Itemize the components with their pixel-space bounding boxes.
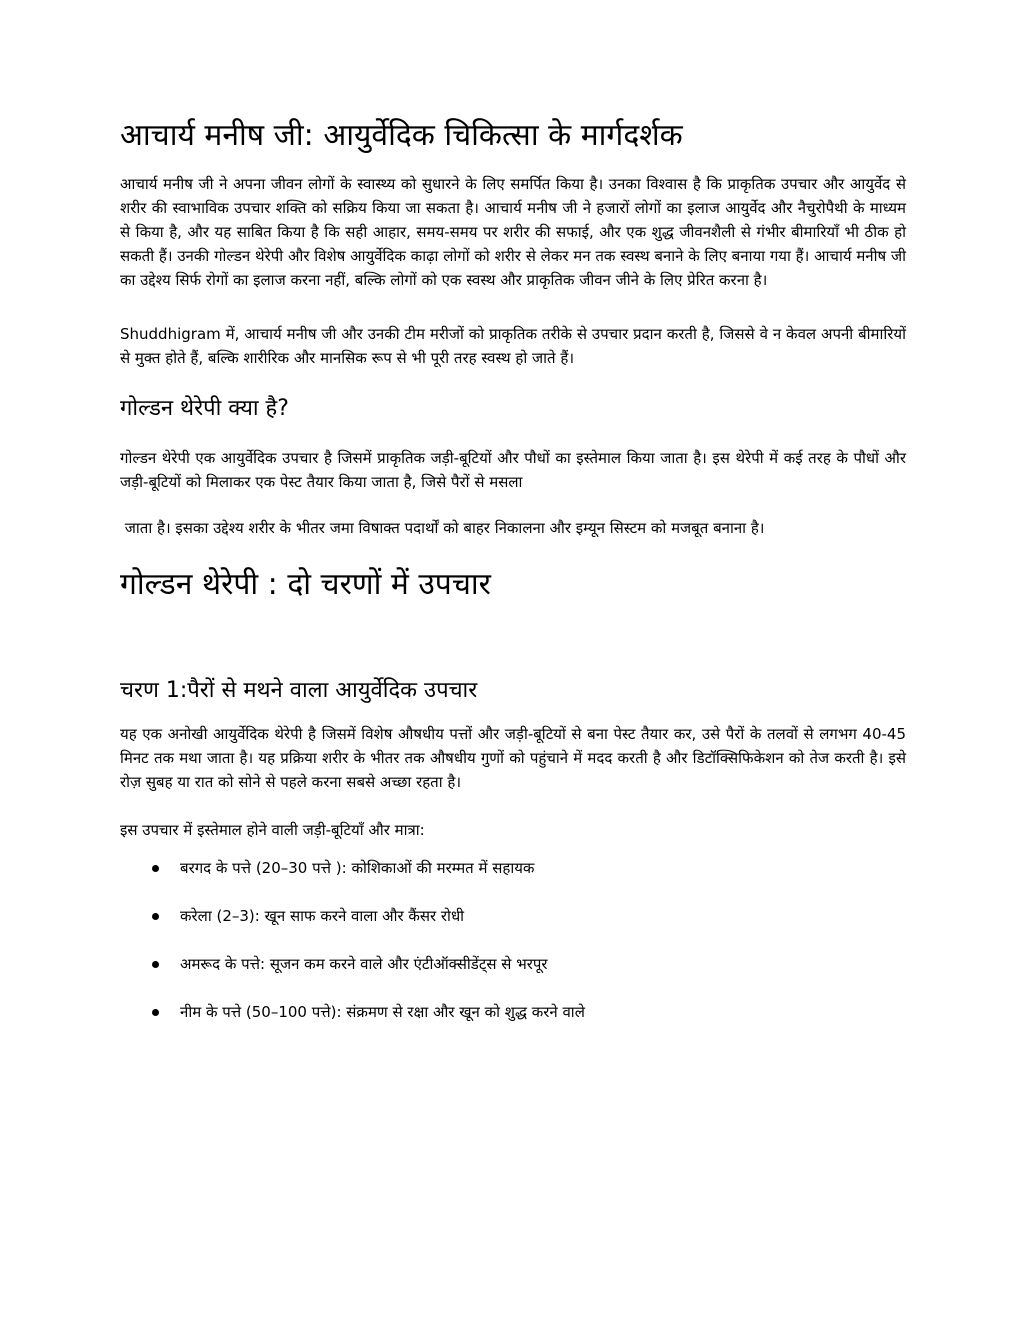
intro-paragraph: आचार्य मनीष जी ने अपना जीवन लोगों के स्वास्थ्य को सुधारने के लिए समर्पित किया है। उनका विश्वास है कि प्राकृतिक उपचार और आयुर्वेद से शरीर की स्वाभाविक उपचार शक्ति को सक्रिय किया जा सकता है। आचार्य मनीष जी ने हजारों लोगों का इलाज आयुर्वेद और नैचुरोपैथी के माध्यम से किया है, और यह साबित किया है कि सही आहार, समय-समय पर शरीर की सफाई, और एक शुद्ध जीवनशैली से गंभीर बीमारियाँ भी ठीक हो सकती हैं। उनकी गोल्डन थेरेपी और विशेष आयुर्वेदिक काढ़ा लोगों को शरीर से लेकर मन तक स्वस्थ बनाने के लिए बनाया गया हैं। आचार्य मनीष जी का उद्देश्य सिर्फ रोगों का इलाज करना नहीं, बल्कि लोगों को एक स्वस्थ और प्राकृतिक जीवन जीने के लिए प्रेरित करना है। [120,175,906,289]
stage1-paragraph: यह एक अनोखी आयुर्वेदिक थेरेपी है जिसमें विशेष औषधीय पत्तों और जड़ी-बूटियों से बना पेस्ट तैयार कर, उसे पैरों के तलवों से लगभग 40-45 मिनट तक मथा जाता है। यह प्रक्रिया शरीर के भीतर तक औषधीय गुणों को पहुंचाने में मदद करती है और डिटॉक्सिफिकेशन को तेज करती है। इसे रोज़ सुबह या रात को सोने से पहले करना सबसे अच्छा रहता है। [120,725,906,791]
list-item [120,1000,906,1024]
bullet-icon [152,913,159,920]
herbs-list [120,856,906,1024]
bullet-icon [152,961,159,968]
document-page [120,112,906,1048]
list-item [120,952,906,976]
herb-item-text: नीम के पत्ते (50–100 पत्ते): संक्रमण से रक्षा और खून को शुद्ध करने वाले [180,1003,585,1021]
two-stage-heading: गोल्डन थेरेपी : दो चरणों में उपचार [120,567,491,602]
herbs-intro: इस उपचार में इस्तेमाल होने वाली जड़ी-बूटियाँ और मात्रा: [120,821,425,839]
golden-therapy-heading: गोल्डन थेरेपी क्या है? [120,396,289,421]
bullet-icon [152,1009,159,1016]
herb-item-text: करेला (2–3): खून साफ करने वाला और कैंसर रोधी [180,907,465,925]
herb-item-text: बरगद के पत्ते (20–30 पत्ते ): कोशिकाओं की मरम्मत में सहायक [180,859,535,877]
herb-item-text: अमरूद के पत्ते: सूजन कम करने वाले और एंटीऑक्सीडेंट्स से भरपूर [180,955,548,973]
list-item [120,904,906,928]
bullet-icon [152,865,159,872]
golden-therapy-paragraph-1: गोल्डन थेरेपी एक आयुर्वेदिक उपचार है जिसमें प्राकृतिक जड़ी-बूटियों और पौधों का इस्तेमाल किया जाता है। इस थेरेपी में कई तरह के पौधों और जड़ी-बूटियों को मिलाकर एक पेस्ट तैयार किया जाता है, जिसे पैरों से मसला [120,449,906,491]
golden-therapy-paragraph-2: जाता है। इसका उद्देश्य शरीर के भीतर जमा विषाक्त पदार्थों को बाहर निकालना और इम्यून सिस्टम को मजबूत बनाना है। [120,519,765,537]
page-title: आचार्य मनीष जी: आयुर्वेदिक चिकित्सा के मार्गदर्शक [120,118,683,153]
shuddhigram-paragraph: Shuddhigram में, आचार्य मनीष जी और उनकी टीम मरीजों को प्राकृतिक तरीके से उपचार प्रदान करती है, जिससे वे न केवल अपनी बीमारियों से मुक्त होते हैं, बल्कि शारीरिक और मानसिक रूप से भी पूरी तरह स्वस्थ हो जाते हैं। [120,325,906,367]
list-item [120,856,906,880]
stage1-heading: चरण 1:पैरों से मथने वाला आयुर्वेदिक उपचार [120,678,478,703]
